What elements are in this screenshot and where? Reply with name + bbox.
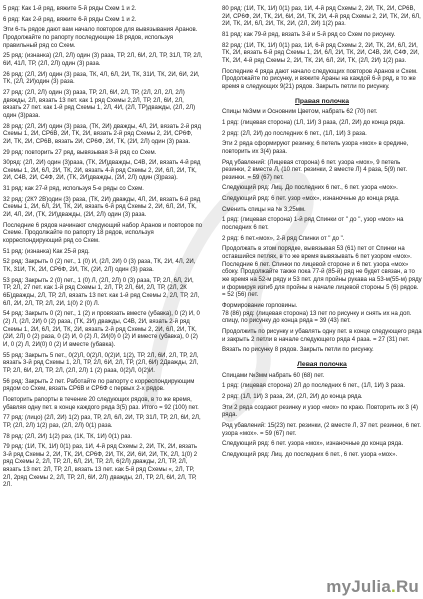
paragraph: Следующий ряд: Лиц. До последних 6 пет., 6 пет. узора «мох».: [222, 185, 398, 192]
paragraph: 2 ряд: 6 пет.«мох», 2-й ряд Спинки от " до ".: [222, 235, 345, 242]
paragraph: Следующий ряд: Лиц. до последних 6 пет., 6 пет. узора «мох».: [222, 451, 398, 458]
paragraph: Ряд убавлений: (Лицевая сторона) 6 пет. узора «мох», 9 петель резинки, 2 вместе Л, (10 пет. резинки, 2 вместе Л) 4 раза, 5(9) пет. резинки. = 59 (67) пет.: [222, 159, 408, 181]
paragraph: Вязать по рисунку 8 рядов. Закрыть петли по рисунку.: [222, 347, 374, 354]
paragraph: Следующий ряд: 6 пет. узора «мох», изнаночные до конца ряда.: [222, 441, 404, 448]
paragraph: Последние 4 ряда дают начало следующих повторов Аранов и Схем. Продолжайте по рисунку, и вяжите Араны на каждой 6-й ряд, в то же время в следующих 9(21) рядов. Закрыть петли по рисунку.: [222, 68, 418, 90]
paragraph: 31 ряд: как 27-й ряд, используя 5-е ряды со Схем.: [3, 186, 144, 193]
logo-text-domain: Ru: [395, 577, 419, 596]
right-column-top: [222, 6, 422, 92]
right-column-bottom: [222, 373, 422, 460]
paragraph: Последние 6 рядов начинают следующий набор Аранов и повторов по Схеме. Продолжайте по рапорту 18 рядов, используя корреспондирующий ряд со Схем.: [3, 222, 203, 245]
paragraph: 6 ряд: Как 2-й ряд, вяжите 6-й ряды Схем 1 и 2.: [3, 16, 137, 23]
paragraph: Продолжить по рисунку и убавлять одну пет. в конце следующего ряда и закрыть 2 петли в начале следующего ряда 4 раза. = 27 (31) пет.: [222, 328, 422, 343]
paragraph: 2 ряд: (1Л, 1И) 3 раза, 2И, (2Л, 2И) до конца ряда.: [222, 393, 363, 400]
right-column-neck: [222, 311, 422, 355]
paragraph: 2 ряд: (2Л, 2И) до последних 6 пет., (1Л, 1И) 3 раза.: [222, 130, 367, 137]
paragraph: Спицами №3мм набрать 60 (68) пет.: [222, 372, 325, 379]
paragraph: 78 ряд: (2Л, 2И) 1(2) раз, (1К, ТК, 1И) 0(1) раз.: [3, 433, 132, 440]
paragraph: 25 ряд: (изнанка) (2Л, 2Л) один (3) раза, ТР, 2Л, 6И, 2Л, ТР, 31Л, ТР, 2Л, 6И, 41Л, ТР, (2Л, 2Л) один (3) раза.: [3, 53, 203, 67]
paragraph: 82 ряд: (1И, ТК, 1И) 0(1) раз, 1И, 6-й ряд Схемы 2, 2И, ТК, 2И, 6Л, 2И, ТК, 2И, вязать 6-й ряд Схемы 1, 2И, 6Л, 2И, ТК, 2И, С4В, 2И, С4Ф, 2И, ТК, 2И, 4-й ряд Схемы 2, 2И, ТК, 2И, 6Л, 2И, ТК, (2Л, 2И) 1(2) раз.: [222, 42, 420, 64]
paragraph: 80 ряд: (1И, ТК, 1И) 0(1) раз, 1И, 4-й ряд Схемы 2, 2И, ТК, 2И, СР6В, 2И, СР6Ф, 2И, ТК, 2И, 6И, 2И, ТК, 2И, 4-й ряд Схемы 2, 2И, ТК, 2И, 6Л, 2И, ТК, 2И, 6Л, 2И, ТК, 2И, (2Л, 2И) 1(2) раз.: [222, 6, 421, 28]
paragraph: Продолжать в этом порядке, вывязывая 53 (61) пет от Спинки на оставшийся петлях, в то же время вывязывать 6 пет узором «мох». Последние 6 пет. Спинки по лицевой стороне и 6 пет. узора «мох» сбоку. Продолжайте также пока 77-й (85-й) ряд не будет связан, а то же время на 52-м ряду и 53 пет. для пройны рукава на 53-м(55-м) ряду и формируя изгиб для пройны в начале лицевой стороны 5 (6) рядов. = 52 (56) пет.: [222, 246, 422, 299]
paragraph: 77 ряд: (лицо) (2Л, 2И) 1(2) раз, ТР, 2Л, 6Л, 2И, ТР, 31Л, ТР, 2Л, 6И, 2Л, ТР, (2Л, 2Л) 1(2) раз, (2Л, 2Л) 0(1) раза.: [3, 415, 201, 429]
section-heading-right-front: Правая полочка: [295, 97, 349, 105]
logo-text-main: myJulia: [326, 577, 391, 596]
paragraph: 56 ряд: Закрыть 2 пет. Работайте по рапорту с корреспондирующим рядом со Схем, вязать СР6В и СР6Ф с первых 2-х рядов.: [3, 378, 195, 393]
paragraph: 79 ряд: (1И, ТК, 1И) 0(1) раз, 1И, 4-й ряд Схемы 2, 2И, ТК, 2И, вязать 3-й ряд Схемы 2, 2И, ТК, 2И, СР6Ф, 2И, ТК, 2И, 6И, 2И, ТК, 2Л, 1(0) 2 ряд Схемы 2, 2Л, ТР, 2Л, 6Л, 2И, ТР, 2Л, 6(2Л) дважды, 2Л, ТР, 2Л, вязать 13 пет. 2Л, ТР, 2Л, вязать 13 пет. как 5-й ряд Схемы «, 2Л, ТР, 2Л, 2ряд Схемы 2, 2Л, ТР, 2Л, 6И, 2Л) дважды, 2Л, ТР, 2Л, 6И, 2Л, ТР, 2Л.: [3, 444, 198, 489]
right-column: [222, 6, 422, 460]
paragraph: 29 ряд: повторить 27 ряд, вывязывая 3-й ряд со Схем.: [3, 149, 157, 156]
paragraph: Повторить рапорты в течение 20 следующих рядов, в то же время, убавляя одну пет. в конце каждого ряда 3(5) раз. Итого = 92 (100) пет.: [3, 396, 199, 411]
paragraph: 78 (86) ряд: (лицевая сторона) 13 пет по рисунку и снять их на доп. спицу, по рисунку до конца ряда = 39 (43) пет.: [222, 310, 412, 325]
paragraph: 54 ряд: Закрыть 0 (2) пет., 1 (2) и провязать вместе (убавка), 0 (2) И, 0 (2) Л, (2Л, 2И) 0 (2) раза, (ТК, 2И) дважды, С4В, 2И, вязать 2-й ряд Схемы 1, 2И, 6Л, 2И, ТК, 2И, вязать 2-й ряд Схемы 2, 2И, 6Л, 2И, ТК, (2И, 2Л) 0 (2) раза, 0 (2) И, 0 (2) Л, 2И(0) 0 (2) И вместе (убавка), 0 (2) И, 0 (2) Л, 2И(0) 0 (2) И вместе (убавка).: [3, 311, 200, 348]
paragraph: 1 ряд: (лицевая сторона) (1Л, 1И) 3 раза, (2Л, 2И) до конца ряда.: [222, 119, 405, 126]
paragraph: Эти 2 ряда сформируют резинку, 6 петель узора «мох» в средине, повторить их 3(4) раза.: [222, 141, 409, 155]
paragraph: Эти 2 ряда создают резинку и узор «мох» по краю. Повторить их 3 (4) ряда.: [222, 404, 418, 419]
neckline-subheading: Формирование горловины.: [222, 303, 298, 309]
paragraph: Ряд убавлений: 15(23) пет. резинки, (2 вместе Л, 37 пет. резинки, 6 пет. узора «мох». = 59 (67) пет.: [222, 422, 421, 437]
section-heading-left-front: Левая полочка: [297, 360, 347, 368]
paragraph: 26 ряд: (2Л, 2И) один (3) раза, ТК, 4Л, 6Л, 2И, ТК, 31И, ТК, 2И, 6И, 2И, ТК, (2Л, 2И)один (3) раза.: [3, 71, 200, 86]
paragraph: 28 ряд: (2Л, 2И) один (3) раза, (ТК, 2И) дважды, 4Л, 2И, вязать 2-й ряд Схемы 1, 2И, СР6В, 2И, ТК, 2И, вязать 2-й ряд Схемы 2, 2И, СР6Ф, 2И, ТК, 2И, СР6В, вязать 2И, СР6Ф, 2И, ТК, (2И, 2Л) один (3) раза.: [3, 123, 201, 145]
paragraph: 32 ряд: (2К? 2В)один (3) раза, (ТК, 2И) дважды, 4Л, 2И, вязать 6-й ряд Схемы 1, 2И, 6Л, 2И, ТК, 2И, вязать 6-й ряд Схемы 2, 2И, 6Л, 2И, ТК, 2И, 4Л, 2И, (ТК, 2И)дважды, (2И, 2Л) один (3) раза.: [3, 196, 201, 219]
paragraph: 27 ряд: (2Л, 2Л) один (3) раза, ТР, 2Л, 6И, 2Л, ТР, (2Л, 2Л, 2Л, 2Л) двяжды, 2Л, вязать 13 пет. как 1 ряд Схемы 2,2Л, ТР, 2Л, 6И, 2Л, вязать 27 пет. как 1-й ряд Схемы 1, 2Л, 4И, (2Л, ТР)дважды, (2Л, 2Л) один (3)раза.: [3, 89, 196, 119]
paragraph: 53 ряд: Закрыть 2 (0) пет., 1 (0) Л, (2Л, 2Л) 0 (3) раза, ТР, 2Л, 6Л, 2И, ТР, 2Л, 27 пет. как 1-й ряд Схемы 1, 2Л, ТР, 2Л, 6И, 2Л, ТР, (2Л, 2К 6Б)дважды, 2Л, ТР, 2Л, вязать 13 пет. как 1-й ряд Схемы 2, 2Л, ТР, 2Л, 6Л, 2И, 2Л, ТР, 2Л, 2И, 1(0) 2 (0) Л.: [3, 277, 200, 307]
paragraph: 30ряд: (2Л, 2И) один (3)раза, (ТК, 2И)дважды, С4В, 2И, вязать 4-й ряд Схемы 1, 2И, 6Л, 2И, ТК, 2И, вязать 4-й ряд Схемы 2, 2И, 6Л, 2И, ТК, 2И, С4В, 2И, С4Ф, 2И, (ТК, 2И)дважды, (2И, 2Л) один (3)раза).: [3, 160, 201, 182]
site-logo: [326, 577, 419, 597]
paragraph: 51 ряд: (изнанка) Как 25-й ряд.: [3, 248, 90, 255]
paragraph: Сменить спицы на № 3,25мм.: [222, 206, 306, 213]
paragraph: 1 ряд: (лицевая сторона) 2Л до последних 6 пет., (1Л, 1И) 3 раза.: [222, 383, 406, 390]
paragraph: Спицы №3мм и Основним Цветом, набрать 62 (70) пет.: [222, 109, 378, 116]
right-column-body: [222, 109, 422, 300]
paragraph: 81 ряд: как 79-й ряд, вязать 3-й и 5-й ряд со Схем по рисунку.: [222, 31, 396, 38]
paragraph: 55 ряд: Закрыть 5 пет., 0(2)Л, 0(2)Л, 0(2)И, 1(2), ТР, 2Л, 6И, 2Л, ТР, 2Л, вязать 3-й ряд Схемы 1, 2Л, ТР, 2Л, 6И, 2Л, ТР, (2Л, 6И) 2Дважды, 2Л, ТР, 2Л, 6И, 2Л, ТР, 2Л, (2Л, 2Л) 1 (2) раза, 0(2)Л, 0(2)И.: [3, 352, 199, 374]
paragraph: Следующий ряд: 6 пет. узор «мох», изнаночные до конца ряда.: [222, 196, 400, 203]
paragraph: 5 ряд: Как 1-й ряд, вяжите 5-й ряды Схем 1 и 2.: [3, 6, 137, 12]
logo-dot: .: [391, 577, 396, 596]
left-column: [3, 6, 203, 490]
paragraph: 52 ряд: Закрыть 0 (2) пет., 1 (0) И, (2Л, 2И) 0 (3) раза, ТК, 2И, 4Л, 2И, ТК, 31И, ТК, 2И, СР6Ф, 2И, ТК, (2И, 2Л) один (3) раза.: [3, 259, 196, 274]
paragraph: 1 ряд: (лицевая сторона) 1-й ряд Спинки от " до ", узор «мох» на последних 6 пет.: [222, 217, 404, 232]
paragraph: Эти 6-ть рядов дают вам начало повторов для вывязывания Аранов. Продолжайте по рапорту последующие 18 рядов, используя правильный ряд со Схем.: [3, 27, 198, 49]
